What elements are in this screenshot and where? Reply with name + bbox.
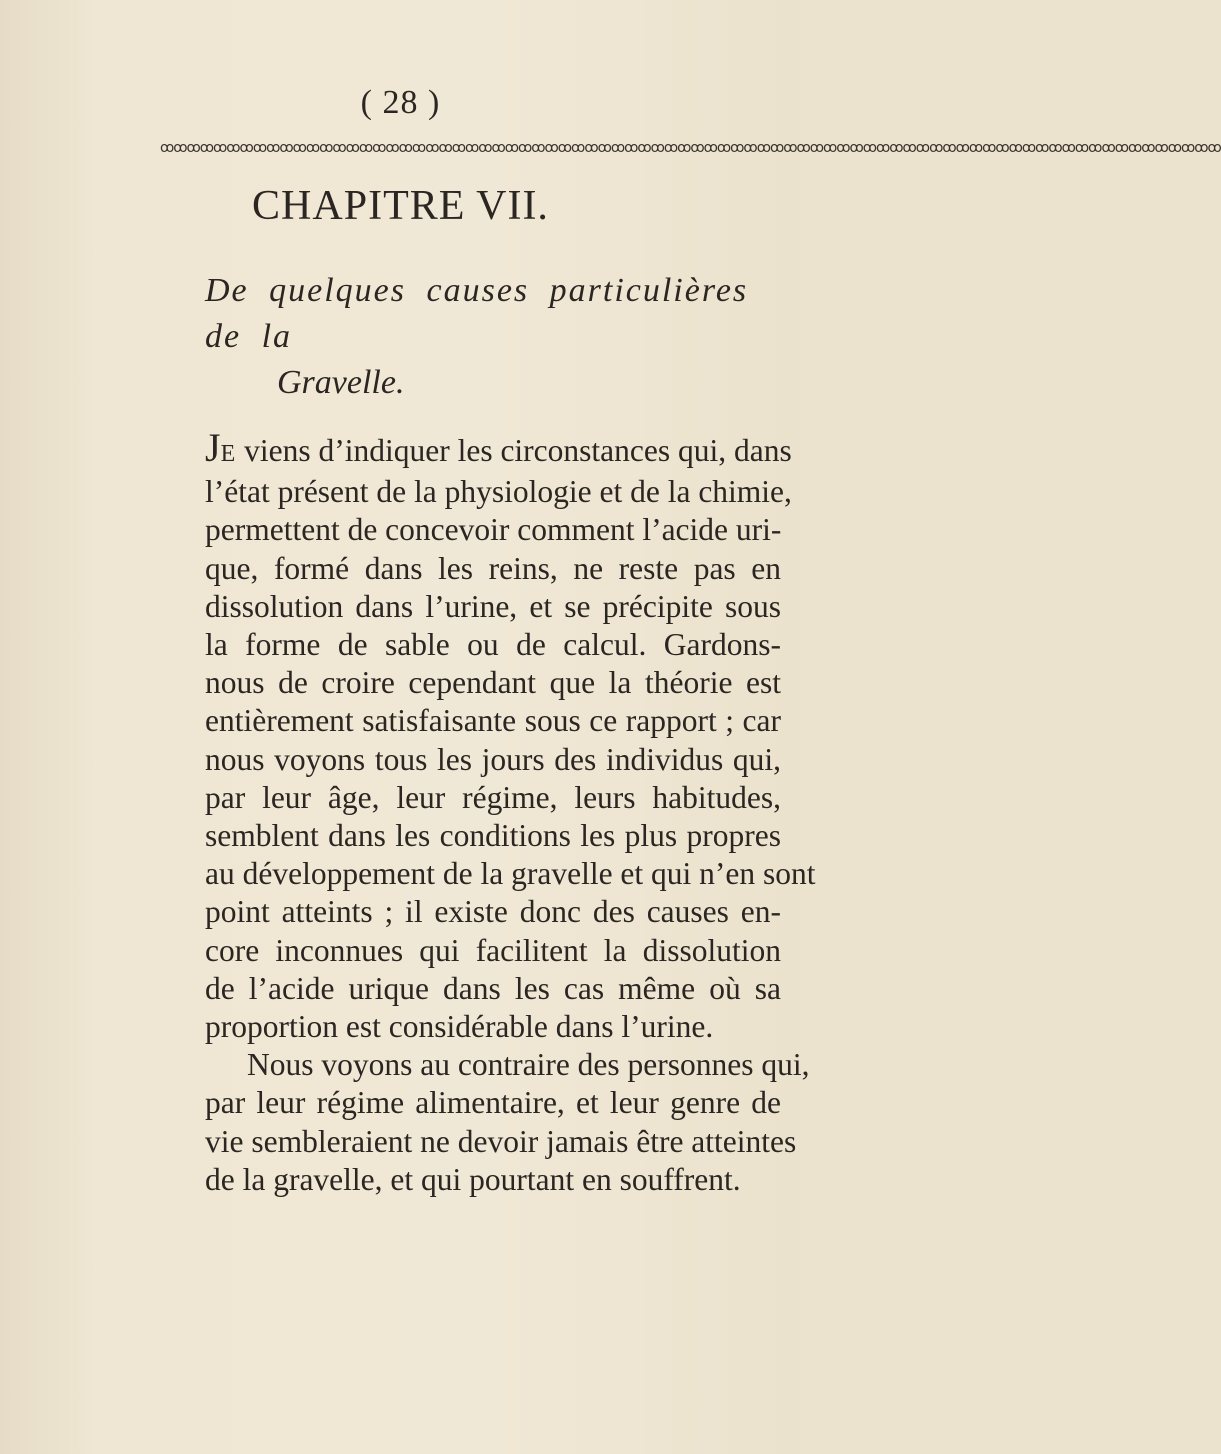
paragraph-1-line: par leur âge, leur régime, leurs habitudes, bbox=[205, 779, 781, 815]
paragraph-1-text: viens d’indiquer les circonstances qui, dans bbox=[236, 433, 792, 468]
chapter-title: CHAPITRE VII. bbox=[252, 183, 549, 229]
paragraph-2-line: par leur régime alimentaire, et leur genre de bbox=[205, 1085, 781, 1121]
paragraph-1-line: la forme de sable ou de calcul. Gardons- bbox=[205, 627, 781, 663]
paragraph-1-line: entièrement satisfaisante sous ce rapport ; car bbox=[205, 703, 781, 739]
paragraph-1-line: de l’acide urique dans les cas même où sa bbox=[205, 970, 781, 1006]
paragraph-2-line: Nous voyons au contraire des personnes qui, bbox=[247, 1047, 810, 1083]
paragraph-1-line: dissolution dans l’urine, et se précipite sous bbox=[205, 588, 781, 624]
paragraph-1-line: au développement de la gravelle et qui n’en sont bbox=[205, 856, 816, 892]
body-text bbox=[205, 425, 816, 1199]
paragraph-1-line: point atteints ; il existe donc des causes en- bbox=[205, 894, 781, 930]
chapter-subtitle bbox=[205, 268, 775, 406]
paragraph-2-line: vie sembleraient ne devoir jamais être atteintes bbox=[205, 1123, 797, 1159]
drop-cap: J bbox=[205, 425, 221, 470]
ornamental-rule: ꝏꝏꝏꝏꝏꝏꝏꝏꝏꝏꝏꝏꝏꝏꝏꝏꝏꝏꝏꝏꝏꝏꝏꝏꝏꝏꝏꝏꝏꝏꝏꝏꝏꝏꝏꝏꝏꝏꝏꝏꝏꝏꝏꝏꝏꝏꝏꝏꝏꝏꝏꝏꝏꝏꝏꝏꝏꝏꝏꝏꝏꝏꝏꝏꝏꝏꝏꝏꝏꝏꝏꝏꝏꝏꝏꝏꝏꝏꝏꝏ bbox=[160, 140, 1221, 156]
paragraph-1-line: nous de croire cependant que la théorie est bbox=[205, 665, 781, 701]
paragraph-1-line: l’état présent de la physiologie et de la chimie, bbox=[205, 474, 792, 510]
paragraph-1-line: semblent dans les conditions les plus propres bbox=[205, 818, 781, 854]
paragraph-2-line: de la gravelle, et qui pourtant en souffrent. bbox=[205, 1161, 741, 1197]
paragraph-1-line: proportion est considérable dans l’urine. bbox=[205, 1009, 714, 1045]
paragraph-1-line bbox=[205, 425, 792, 473]
paragraph-1-line: nous voyons tous les jours des individus qui, bbox=[205, 741, 781, 777]
paragraph-1-line: permettent de concevoir comment l’acide uri- bbox=[205, 512, 782, 548]
paragraph-1-line: que, formé dans les reins, ne reste pas en bbox=[205, 550, 781, 586]
subtitle-line-2: Gravelle. bbox=[277, 364, 405, 401]
small-caps: E bbox=[220, 441, 237, 467]
paragraph-1-line: core inconnues qui facilitent la dissolution bbox=[205, 932, 781, 968]
page-number: ( 28 ) bbox=[360, 84, 441, 121]
subtitle-line-1: De quelques causes particulières de la bbox=[205, 272, 749, 355]
